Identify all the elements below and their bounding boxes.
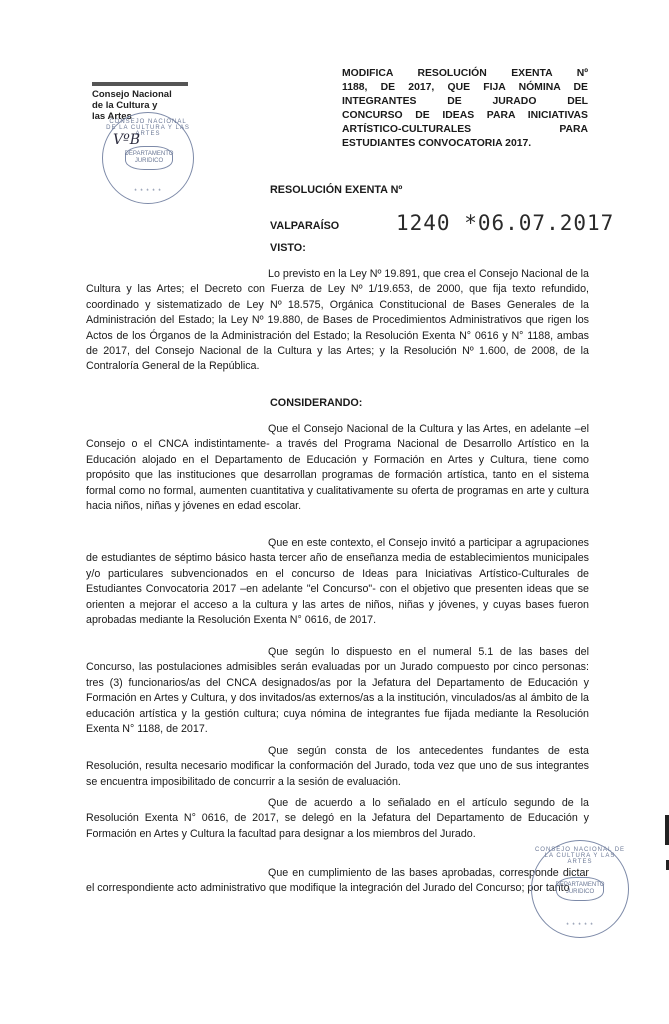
stamp-bottom-inner-line-1: DEPARTAMENTO bbox=[555, 882, 605, 888]
title-line-5: ARTÍSTICO-CULTURALES PARA bbox=[342, 124, 588, 135]
resolution-number-stamp: 1240 *06.07.2017 bbox=[396, 211, 615, 235]
stamp-inner-line-2: JURIDICO bbox=[134, 158, 164, 164]
visto-heading: VISTO: bbox=[270, 242, 306, 254]
title-line-1: MODIFICA RESOLUCIÓN EXENTA Nº bbox=[342, 68, 588, 79]
considerando-paragraph-6: Que en cumplimiento de las bases aprobadas, corresponde dictar el correspondiente acto administrativo que modifique la integración del Jurado del Concurso; por tanto bbox=[86, 867, 589, 895]
considerando-paragraph-4: Que según consta de los antecedentes fundantes de esta Resolución, resulta necesario modificar la conformación del Jurado, toda vez que uno de sus integrantes se encuentra imposibilitado de concurrir a la sesión de evaluación. bbox=[86, 745, 589, 788]
visto-paragraph: Lo previsto en la Ley Nº 19.891, que crea el Consejo Nacional de la Cultura y las Artes; el Decreto con Fuerza de Ley Nº 1/19.653, de 2000, que fija texto refundido, coordinado y sistematizado de Ley Nº 18.575, Orgánica Constitucional de Bases Generales de la Administración del Estado; la Ley Nº 19.880, de Bases de Procedimientos Administrativos que rigen los Actos de los Órganos de la Administración del Estado; la Resolución Exenta N° 0616 y N° 1188, ambas de 2017, del Consejo Nacional de la Cultura y las Artes; y la Resolución Nº 1.600, de 2008, de la Contraloría General de la República. bbox=[86, 268, 589, 373]
department-stamp-bottom bbox=[531, 840, 629, 938]
stamp-ring-top: CONSEJO NACIONAL DE LA CULTURA Y LAS ARTES bbox=[106, 119, 190, 137]
logo-line-2: de la Cultura y bbox=[92, 100, 158, 111]
scan-edge-mark bbox=[665, 815, 669, 845]
stamp-bottom-ring-top: CONSEJO NACIONAL DE LA CULTURA Y LAS ARTES bbox=[534, 847, 626, 865]
title-line-2: 1188, DE 2017, QUE FIJA NÓMINA DE bbox=[342, 82, 588, 93]
stamp-bottom-inner-line-2: JURIDICO bbox=[565, 889, 595, 895]
title-line-3: INTEGRANTES DE JURADO DEL bbox=[342, 96, 588, 107]
considerando-paragraph-2: Que en este contexto, el Consejo invitó a participar a agrupaciones de estudiantes de séptimo básico hasta tercer año de enseñanza media de establecimientos municipales y/o particulares subvencionados en el concurso de Ideas para Iniciativas Artístico-Culturales de Estudiantes Convocatoria 2017 –en adelante "el Concurso"- con el objetivo que presenten ideas que se orienten a mejorar el acceso a la cultura y las artes de niños, niñas y jóvenes, y cuyas bases fueron aprobadas mediante la Resolución Exenta N° 0616, de 2017. bbox=[86, 537, 589, 627]
title-line-4: CONCURSO DE IDEAS PARA INICIATIVAS bbox=[342, 110, 588, 121]
document-title bbox=[342, 67, 588, 151]
place-label: VALPARAÍSO bbox=[270, 220, 340, 232]
stamp-inner bbox=[125, 146, 173, 170]
stamp-bottom-ring-bottom: * * * * * bbox=[566, 923, 594, 929]
approval-signature: VºB bbox=[113, 132, 140, 148]
logo-line-3: las Artes bbox=[92, 111, 132, 122]
stamp-inner-line-1: DEPARTAMENTO bbox=[124, 151, 174, 157]
title-line-6: ESTUDIANTES CONVOCATORIA 2017. bbox=[342, 138, 532, 149]
considerando-paragraph-1: Que el Consejo Nacional de la Cultura y las Artes, en adelante –el Consejo o el CNCA indistintamente- a través del Programa Nacional de Desarrollo Artístico en la Educación alojado en el Departamento de Educación y Formación en Artes y Cultura, tiene como propósito que las instituciones que desarrollan programas de formación artística, tanto en el sistema formal como no formal, aumenten cuantitativa y cualitativamente su oferta de programas en arte y cultura hacia niños, niñas y jóvenes en edad escolar. bbox=[86, 423, 589, 513]
resolution-label: RESOLUCIÓN EXENTA Nº bbox=[270, 184, 403, 196]
considerando-heading: CONSIDERANDO: bbox=[270, 397, 363, 409]
considerando-paragraph-5: Que de acuerdo a lo señalado en el artículo segundo de la Resolución Exenta N° 0616, de 2017, se delegó en la Jefatura del Departamento de Educación y Formación en Artes y Cultura la facultad para designar a los miembros del Jurado. bbox=[86, 797, 589, 840]
stamp-bottom-inner bbox=[556, 877, 604, 901]
stamp-ring-bottom: * * * * * bbox=[134, 189, 162, 195]
department-stamp-top bbox=[102, 112, 194, 204]
logo-bar bbox=[92, 82, 188, 86]
logo-line-1: Consejo Nacional bbox=[92, 89, 172, 100]
considerando-paragraph-3: Que según lo dispuesto en el numeral 5.1 de las bases del Concurso, las postulaciones admisibles serán evaluadas por un Jurado compuesto por cinco personas: tres (3) funcionarios/as del CNCA designados/as por la Jefatura del Departamento de Educación y Formación en Artes y Cultura, y dos invitados/as externos/as a la institución, vinculados/as al ámbito de la educación artística y la gestión cultura; cuya nómina de integrantes fue fijada mediante la Resolución Exenta N° 1188, de 2017. bbox=[86, 646, 589, 736]
